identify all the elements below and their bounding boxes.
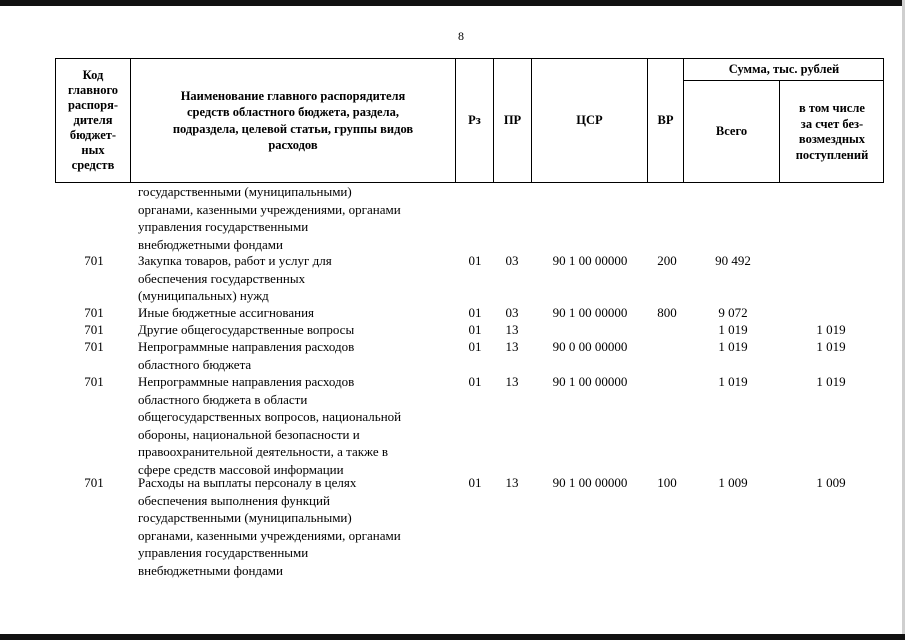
row-name-line: Другие общегосударственные вопросы <box>138 322 355 337</box>
row-vr: 100 <box>657 475 677 490</box>
row-pr: 13 <box>505 339 519 354</box>
scan-top-border <box>0 0 905 6</box>
row-pr: 13 <box>505 374 519 389</box>
row-pr: 13 <box>505 322 519 337</box>
header-code-line: распоря- <box>67 98 119 112</box>
row-total: 9 072 <box>718 305 748 320</box>
row-total: 90 492 <box>715 253 751 268</box>
header-code-line: дителя <box>73 113 113 127</box>
row-name-line: правоохранительной деятельности, а также в <box>138 444 389 459</box>
row-name <box>138 321 458 339</box>
header-code-line: главного <box>67 83 119 97</box>
row-vr: 800 <box>657 305 677 320</box>
row-rz: 01 <box>468 253 482 268</box>
row-name-line: обороны, национальной безопасности и <box>138 426 360 442</box>
row-name-line: обеспечения выполнения функций <box>138 492 330 508</box>
header-incl-line: за счет без- <box>800 116 864 131</box>
row-csr: 90 1 00 00000 <box>552 374 628 389</box>
continuation-line: государственными (муниципальными) <box>138 184 352 199</box>
continuation-line: управления государственными <box>138 219 309 234</box>
row-name-line: Непрограммные направления расходов <box>138 374 355 389</box>
row-name-line: Закупка товаров, работ и услуг для <box>138 253 332 268</box>
row-name <box>138 252 458 305</box>
header-name-line: средств областного бюджета, раздела, <box>186 105 399 119</box>
header-name <box>131 59 456 182</box>
row-name <box>138 338 458 373</box>
row-rz: 01 <box>468 339 482 354</box>
row-incl: 1 019 <box>816 374 846 389</box>
header-code-line: средств <box>71 158 115 172</box>
row-name-line: обеспечения государственных <box>138 270 306 286</box>
row-code: 701 <box>84 305 104 320</box>
row-name-line: органами, казенными учреждениями, органами <box>138 527 401 543</box>
row-total: 1 019 <box>718 374 748 389</box>
row-name-line: (муниципальных) нужд <box>138 288 269 303</box>
continuation-text <box>138 183 458 253</box>
row-incl: 1 009 <box>816 475 846 490</box>
row-rz: 01 <box>468 322 482 337</box>
header-code-line: бюджет- <box>69 128 117 142</box>
row-code: 701 <box>84 475 104 490</box>
row-pr: 13 <box>505 475 519 490</box>
row-rz: 01 <box>468 374 482 389</box>
row-pr: 03 <box>505 253 519 268</box>
row-name <box>138 304 458 322</box>
header-name-line: расходов <box>268 138 318 152</box>
row-csr: 90 1 00 00000 <box>552 475 628 490</box>
header-incl-line: в том числе <box>799 101 865 115</box>
header-rz: Рз <box>456 59 494 182</box>
row-code: 701 <box>84 322 104 337</box>
row-vr: 200 <box>657 253 677 268</box>
header-pr: ПР <box>494 59 532 182</box>
header-sum: Сумма, тыс. рублей <box>684 59 884 81</box>
row-name-line: областного бюджета <box>138 356 252 372</box>
header-incl-line: поступлений <box>795 147 869 162</box>
row-name-line: Расходы на выплаты персоналу в целях <box>138 475 357 490</box>
row-code: 701 <box>84 253 104 268</box>
row-incl: 1 019 <box>816 322 846 337</box>
row-code: 701 <box>84 374 104 389</box>
row-csr: 90 1 00 00000 <box>552 305 628 320</box>
row-name-line: внебюджетными фондами <box>138 562 283 578</box>
header-code-line: ных <box>81 143 105 157</box>
table-header <box>55 58 884 183</box>
header-code-line: Код <box>82 68 104 82</box>
row-name-line: Непрограммные направления расходов <box>138 339 355 354</box>
row-total: 1 009 <box>718 475 748 490</box>
header-name-line: подраздела, целевой статьи, группы видов <box>172 121 414 136</box>
row-rz: 01 <box>468 475 482 490</box>
row-csr: 90 0 00 00000 <box>552 339 628 354</box>
header-code <box>56 59 131 182</box>
continuation-line: органами, казенными учреждениями, органами <box>138 201 401 217</box>
row-total: 1 019 <box>718 322 748 337</box>
row-name-line: управления государственными <box>138 545 309 560</box>
header-total: Всего <box>684 81 780 183</box>
row-total: 1 019 <box>718 339 748 354</box>
header-incl-line: возмездных <box>798 132 866 146</box>
row-name <box>138 373 458 478</box>
row-rz: 01 <box>468 305 482 320</box>
row-name-line: областного бюджета в области <box>138 391 308 407</box>
row-name-line: общегосударственных вопросов, национальной <box>138 409 402 424</box>
scan-bottom-border <box>0 634 905 640</box>
row-name-line: Иные бюджетные ассигнования <box>138 305 315 320</box>
header-vr: ВР <box>648 59 684 182</box>
row-pr: 03 <box>505 305 519 320</box>
row-name-line: государственными (муниципальными) <box>138 510 352 525</box>
header-incl <box>780 81 884 183</box>
row-name-line: сфере средств массовой информации <box>138 461 344 477</box>
continuation-line: внебюджетными фондами <box>138 236 283 252</box>
row-csr: 90 1 00 00000 <box>552 253 628 268</box>
page-number: 8 <box>458 29 464 43</box>
header-name-line: Наименование главного распорядителя <box>180 88 406 103</box>
row-incl: 1 019 <box>816 339 846 354</box>
header-csr: ЦСР <box>532 59 648 182</box>
row-code: 701 <box>84 339 104 354</box>
row-name <box>138 474 458 579</box>
